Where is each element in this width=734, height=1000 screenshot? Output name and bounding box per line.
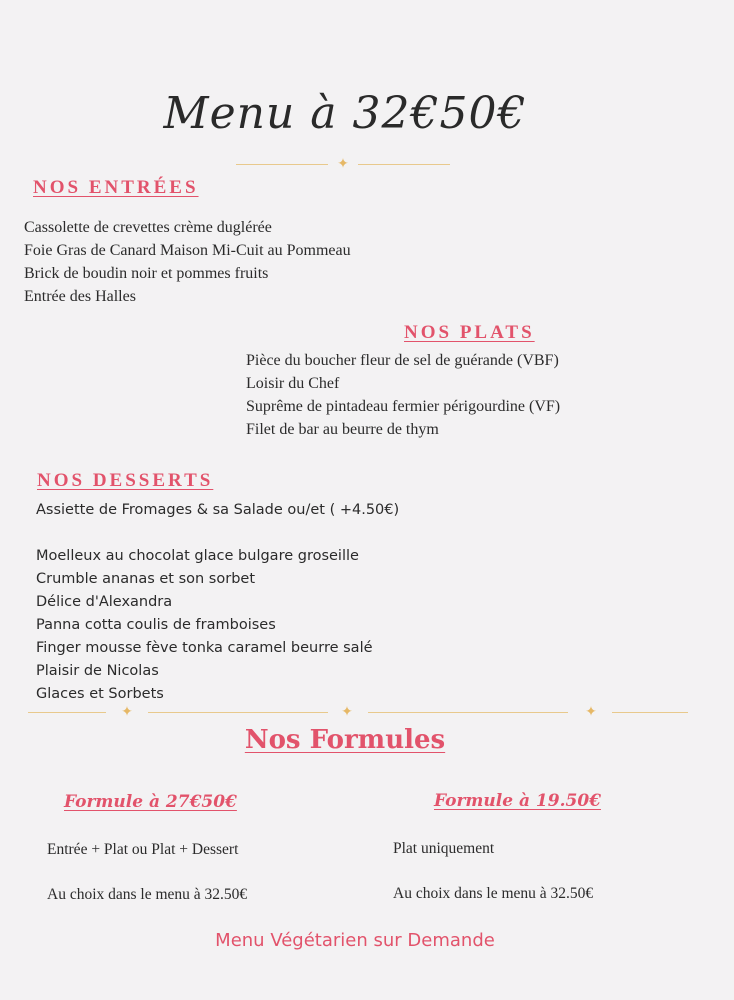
vegetarian-note: Menu Végétarien sur Demande — [215, 930, 495, 951]
formule-left-line2: Au choix dans le menu à 32.50€ — [47, 886, 248, 903]
star-ornament-icon: ✦ — [337, 156, 349, 172]
list-item: Entrée des Halles — [24, 288, 136, 305]
top-divider — [236, 157, 450, 171]
formule-left-line1: Entrée + Plat ou Plat + Dessert — [47, 841, 239, 858]
list-item: Plaisir de Nicolas — [36, 663, 159, 679]
list-item: Foie Gras de Canard Maison Mi-Cuit au Pommeau — [24, 242, 351, 259]
star-ornament-icon: ✦ — [121, 704, 133, 720]
list-item: Glaces et Sorbets — [36, 686, 164, 702]
star-ornament-icon: ✦ — [341, 704, 353, 720]
list-item: Cassolette de crevettes crème duglérée — [24, 219, 272, 236]
list-item: Finger mousse fève tonka caramel beurre salé — [36, 640, 373, 656]
middle-divider — [28, 705, 688, 719]
list-item: Filet de bar au beurre de thym — [246, 421, 439, 438]
star-ornament-icon: ✦ — [585, 704, 597, 720]
list-item: Pièce du boucher fleur de sel de guérande (VBF) — [246, 352, 559, 369]
list-item: Délice d'Alexandra — [36, 594, 173, 610]
list-item: Moelleux au chocolat glace bulgare groseille — [36, 548, 359, 564]
formule-right-line1: Plat uniquement — [393, 840, 495, 857]
formule-right-line2: Au choix dans le menu à 32.50€ — [393, 885, 594, 902]
formule-right-title: Formule à 19.50€ — [434, 791, 601, 811]
list-item: Panna cotta coulis de framboises — [36, 617, 276, 633]
entrees-list — [24, 216, 351, 308]
list-item: Suprême de pintadeau fermier périgourdine (VF) — [246, 398, 561, 415]
desserts-heading: NOS DESSERTS — [37, 470, 214, 491]
formule-left-title: Formule à 27€50€ — [64, 792, 237, 812]
plats-list — [246, 349, 560, 441]
cheese-option: Assiette de Fromages & sa Salade ou/et ( +4.50€) — [36, 502, 400, 518]
formules-heading: Nos Formules — [244, 725, 446, 755]
entrees-heading: NOS ENTRÉES — [33, 177, 199, 198]
list-item: Crumble ananas et son sorbet — [36, 571, 256, 587]
menu-title: Menu à 32€50€ — [163, 88, 527, 139]
list-item: Loisir du Chef — [246, 375, 340, 392]
list-item: Brick de boudin noir et pommes fruits — [24, 265, 269, 282]
plats-heading: NOS PLATS — [404, 322, 535, 343]
desserts-list — [36, 545, 373, 706]
